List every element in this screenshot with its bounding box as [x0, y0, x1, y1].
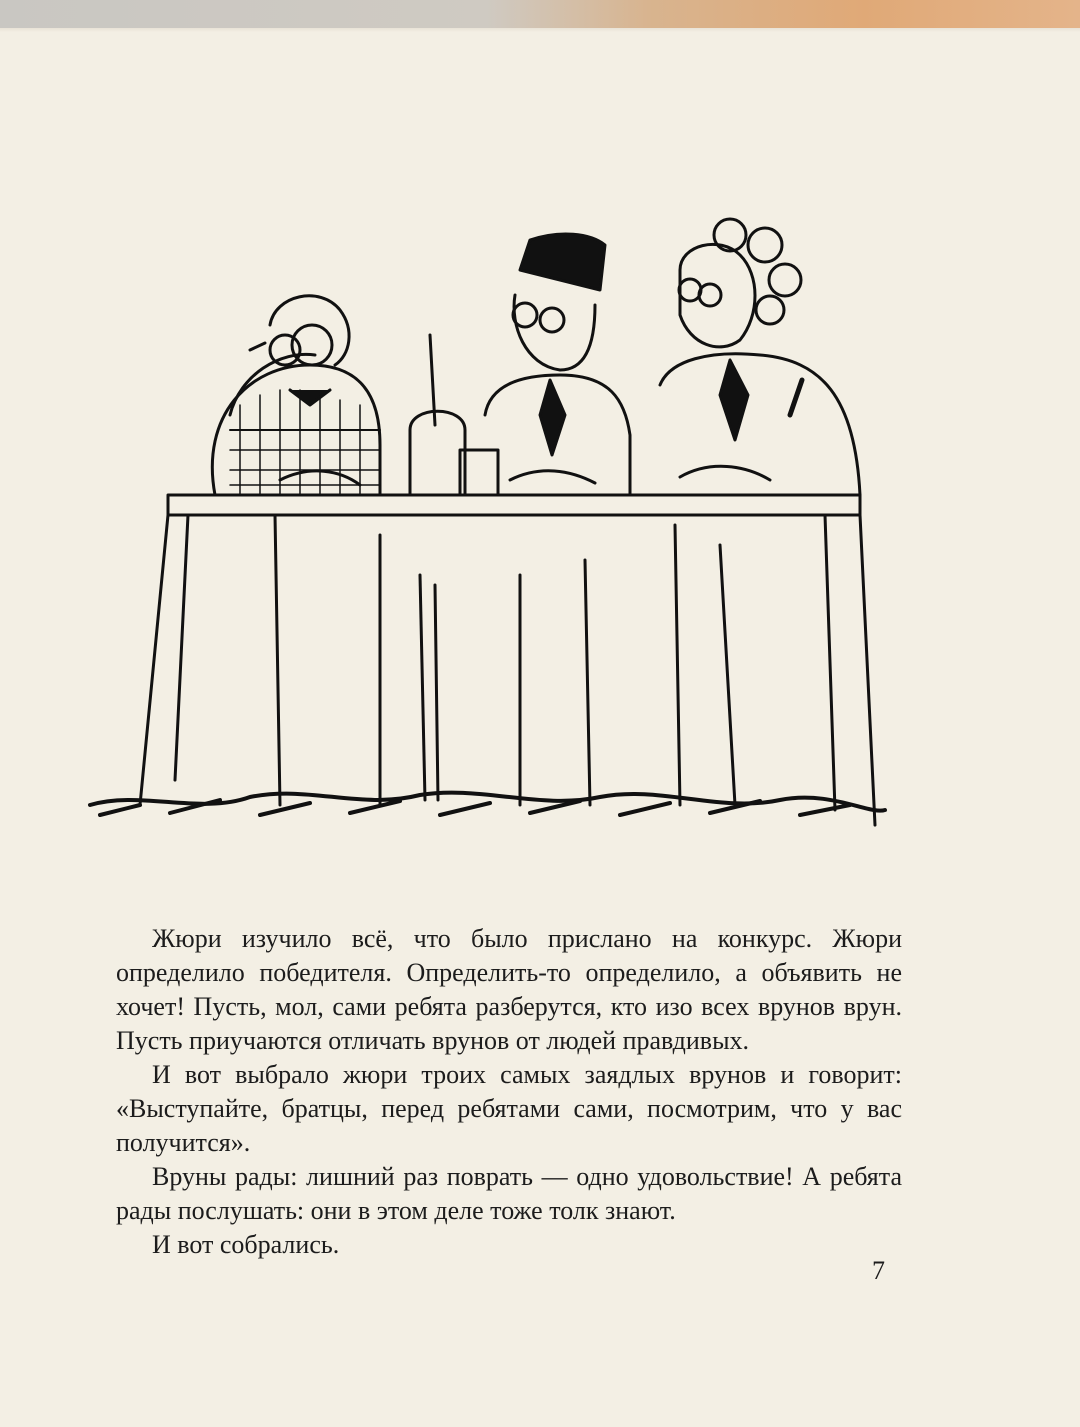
table-top	[168, 495, 860, 515]
judge-middle-figure	[485, 234, 630, 495]
page-number: 7	[872, 1256, 885, 1285]
jury-table-illustration	[80, 215, 910, 840]
judge-right-figure	[660, 219, 860, 495]
body-text	[116, 922, 902, 1262]
paragraph: Вруны рады: лишний раз поврать — одно удовольствие! А ребята рады послушать: они в этом деле тоже толк знают.	[116, 1162, 902, 1225]
tablecloth-folds	[140, 515, 875, 825]
paragraph: И вот выбрало жюри троих самых заядлых врунов и говорит: «Выступайте, братцы, перед ребятами сами, посмотрим, что у вас получится».	[116, 1060, 902, 1157]
judge-left-figure	[212, 296, 380, 495]
page-edge-shadow	[0, 28, 1080, 32]
floor-hatching	[90, 793, 885, 815]
page-top-edge	[0, 0, 1080, 30]
paragraph: Жюри изучило всё, что было прислано на конкурс. Жюри определило победителя. Определить-то определило, а объявить не хочет! Пусть, мол, сами ребята разберутся, кто изо всех врунов врун. Пусть приучаются отличать врунов от людей правдивых.	[116, 924, 902, 1055]
paragraph: И вот собрались.	[152, 1230, 340, 1259]
